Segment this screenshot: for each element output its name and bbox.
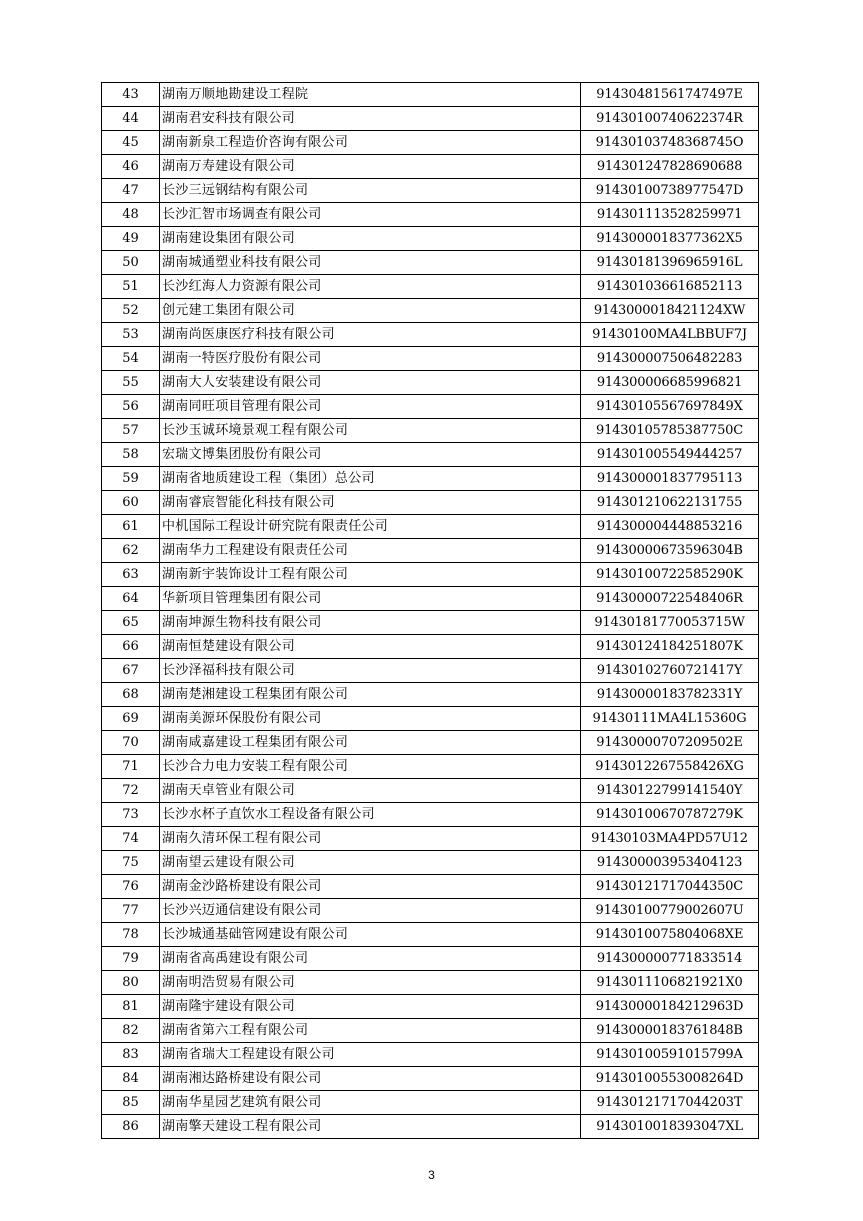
credit-code: 91430121717044350C <box>581 875 759 899</box>
table-row <box>102 83 759 107</box>
table-row <box>102 731 759 755</box>
credit-code: 914300003953404123 <box>581 851 759 875</box>
company-name: 湖南咸嘉建设工程集团有限公司 <box>160 731 581 755</box>
company-name: 长沙城通基础管网建设有限公司 <box>160 923 581 947</box>
table-row <box>102 995 759 1019</box>
row-index: 68 <box>102 683 160 707</box>
table-row <box>102 131 759 155</box>
row-index: 71 <box>102 755 160 779</box>
row-index: 52 <box>102 299 160 323</box>
table-row <box>102 467 759 491</box>
company-name: 湖南君安科技有限公司 <box>160 107 581 131</box>
company-name: 创元建工集团有限公司 <box>160 299 581 323</box>
table-row <box>102 827 759 851</box>
row-index: 47 <box>102 179 160 203</box>
company-name: 湖南省第六工程有限公司 <box>160 1019 581 1043</box>
company-name: 湖南坤源生物科技有限公司 <box>160 611 581 635</box>
row-index: 80 <box>102 971 160 995</box>
company-name: 湖南擎天建设工程有限公司 <box>160 1115 581 1139</box>
credit-code: 91430100591015799A <box>581 1043 759 1067</box>
row-index: 73 <box>102 803 160 827</box>
company-registry-table <box>101 82 759 1139</box>
credit-code: 914301210622131755 <box>581 491 759 515</box>
company-name: 湖南湘达路桥建设有限公司 <box>160 1067 581 1091</box>
credit-code: 914300000771833514 <box>581 947 759 971</box>
page-number: 3 <box>428 1168 435 1182</box>
row-index: 55 <box>102 371 160 395</box>
row-index: 65 <box>102 611 160 635</box>
credit-code: 9143010075804068XE <box>581 923 759 947</box>
credit-code: 91430481561747497E <box>581 83 759 107</box>
row-index: 69 <box>102 707 160 731</box>
credit-code: 91430100MA4LBBUF7J <box>581 323 759 347</box>
credit-code: 9143010018393047XL <box>581 1115 759 1139</box>
table-row <box>102 803 759 827</box>
row-index: 75 <box>102 851 160 875</box>
credit-code: 91430181396965916L <box>581 251 759 275</box>
table-row <box>102 299 759 323</box>
company-name: 湖南明浩贸易有限公司 <box>160 971 581 995</box>
credit-code: 91430102760721417Y <box>581 659 759 683</box>
table-row <box>102 971 759 995</box>
table-row <box>102 227 759 251</box>
company-name: 湖南大人安装建设有限公司 <box>160 371 581 395</box>
company-name: 湖南尚医康医疗科技有限公司 <box>160 323 581 347</box>
row-index: 86 <box>102 1115 160 1139</box>
credit-code: 91430100740622374R <box>581 107 759 131</box>
credit-code: 91430105567697849X <box>581 395 759 419</box>
company-name: 长沙红海人力资源有限公司 <box>160 275 581 299</box>
table-row <box>102 155 759 179</box>
credit-code: 91430000722548406R <box>581 587 759 611</box>
table-row <box>102 419 759 443</box>
credit-code: 91430124184251807K <box>581 635 759 659</box>
row-index: 78 <box>102 923 160 947</box>
credit-code: 91430181770053715W <box>581 611 759 635</box>
row-index: 81 <box>102 995 160 1019</box>
table-row <box>102 875 759 899</box>
table-row <box>102 563 759 587</box>
company-name: 长沙兴迈通信建设有限公司 <box>160 899 581 923</box>
row-index: 83 <box>102 1043 160 1067</box>
credit-code: 91430100670787279K <box>581 803 759 827</box>
credit-code: 91430122799141540Y <box>581 779 759 803</box>
table-row <box>102 1091 759 1115</box>
row-index: 49 <box>102 227 160 251</box>
credit-code: 91430103748368745O <box>581 131 759 155</box>
company-name: 长沙汇智市场调查有限公司 <box>160 203 581 227</box>
table-row <box>102 755 759 779</box>
table-row <box>102 947 759 971</box>
credit-code: 914300007506482283 <box>581 347 759 371</box>
credit-code: 9143012267558426XG <box>581 755 759 779</box>
company-name: 湖南新泉工程造价咨询有限公司 <box>160 131 581 155</box>
row-index: 43 <box>102 83 160 107</box>
company-name: 湖南华力工程建设有限责任公司 <box>160 539 581 563</box>
credit-code: 9143000018421124XW <box>581 299 759 323</box>
row-index: 53 <box>102 323 160 347</box>
row-index: 66 <box>102 635 160 659</box>
company-name: 湖南万顺地勘建设工程院 <box>160 83 581 107</box>
company-name: 宏瑞文博集团股份有限公司 <box>160 443 581 467</box>
company-name: 长沙泽福科技有限公司 <box>160 659 581 683</box>
row-index: 51 <box>102 275 160 299</box>
table-row <box>102 659 759 683</box>
company-name: 湖南城通塑业科技有限公司 <box>160 251 581 275</box>
company-name: 湖南省高禹建设有限公司 <box>160 947 581 971</box>
table-row <box>102 1067 759 1091</box>
company-name: 长沙玉诚环境景观工程有限公司 <box>160 419 581 443</box>
table-row <box>102 515 759 539</box>
company-name: 中机国际工程设计研究院有限责任公司 <box>160 515 581 539</box>
company-name: 湖南久清环保工程有限公司 <box>160 827 581 851</box>
table-row <box>102 587 759 611</box>
row-index: 54 <box>102 347 160 371</box>
row-index: 57 <box>102 419 160 443</box>
table-row <box>102 1115 759 1139</box>
company-name: 湖南天卓管业有限公司 <box>160 779 581 803</box>
company-name: 湖南望云建设有限公司 <box>160 851 581 875</box>
row-index: 70 <box>102 731 160 755</box>
table-row <box>102 683 759 707</box>
credit-code: 91430105785387750C <box>581 419 759 443</box>
row-index: 50 <box>102 251 160 275</box>
row-index: 62 <box>102 539 160 563</box>
company-name: 湖南新宇装饰设计工程有限公司 <box>160 563 581 587</box>
row-index: 44 <box>102 107 160 131</box>
table-row <box>102 395 759 419</box>
row-index: 85 <box>102 1091 160 1115</box>
company-name: 长沙合力电力安装工程有限公司 <box>160 755 581 779</box>
table-row <box>102 1043 759 1067</box>
table-row <box>102 923 759 947</box>
company-name: 湖南省地质建设工程（集团）总公司 <box>160 467 581 491</box>
row-index: 77 <box>102 899 160 923</box>
company-name: 湖南美源环保股份有限公司 <box>160 707 581 731</box>
credit-code: 914301036616852113 <box>581 275 759 299</box>
row-index: 84 <box>102 1067 160 1091</box>
row-index: 46 <box>102 155 160 179</box>
row-index: 59 <box>102 467 160 491</box>
company-name: 湖南一特医疗股份有限公司 <box>160 347 581 371</box>
table-row <box>102 779 759 803</box>
credit-code: 91430000673596304B <box>581 539 759 563</box>
credit-code: 91430121717044203T <box>581 1091 759 1115</box>
table-row <box>102 203 759 227</box>
table-row <box>102 443 759 467</box>
table-body <box>102 83 759 1139</box>
table-row <box>102 491 759 515</box>
company-name: 湖南金沙路桥建设有限公司 <box>160 875 581 899</box>
row-index: 63 <box>102 563 160 587</box>
table-row <box>102 539 759 563</box>
table-row <box>102 851 759 875</box>
table-row <box>102 251 759 275</box>
credit-code: 914300004448853216 <box>581 515 759 539</box>
credit-code: 91430100722585290K <box>581 563 759 587</box>
table-row <box>102 323 759 347</box>
credit-code: 91430000183761848B <box>581 1019 759 1043</box>
table-row <box>102 707 759 731</box>
company-name: 湖南建设集团有限公司 <box>160 227 581 251</box>
credit-code: 91430000184212963D <box>581 995 759 1019</box>
table-row <box>102 371 759 395</box>
company-name: 长沙三远钢结构有限公司 <box>160 179 581 203</box>
credit-code: 9143011106821921X0 <box>581 971 759 995</box>
company-name: 湖南万寿建设有限公司 <box>160 155 581 179</box>
table-row <box>102 275 759 299</box>
company-name: 湖南恒楚建设有限公司 <box>160 635 581 659</box>
credit-code: 914301005549444257 <box>581 443 759 467</box>
row-index: 56 <box>102 395 160 419</box>
company-name: 长沙水杯子直饮水工程设备有限公司 <box>160 803 581 827</box>
credit-code: 91430100738977547D <box>581 179 759 203</box>
row-index: 45 <box>102 131 160 155</box>
row-index: 67 <box>102 659 160 683</box>
row-index: 64 <box>102 587 160 611</box>
company-name: 湖南省瑞大工程建设有限公司 <box>160 1043 581 1067</box>
company-name: 湖南同旺项目管理有限公司 <box>160 395 581 419</box>
row-index: 61 <box>102 515 160 539</box>
row-index: 76 <box>102 875 160 899</box>
row-index: 79 <box>102 947 160 971</box>
row-index: 58 <box>102 443 160 467</box>
credit-code: 91430103MA4PD57U12 <box>581 827 759 851</box>
company-name: 华新项目管理集团有限公司 <box>160 587 581 611</box>
credit-code: 9143000018377362X5 <box>581 227 759 251</box>
credit-code: 914301113528259971 <box>581 203 759 227</box>
row-index: 82 <box>102 1019 160 1043</box>
row-index: 74 <box>102 827 160 851</box>
table-row <box>102 107 759 131</box>
company-name: 湖南楚湘建设工程集团有限公司 <box>160 683 581 707</box>
table-row <box>102 611 759 635</box>
credit-code: 914301247828690688 <box>581 155 759 179</box>
table-row <box>102 179 759 203</box>
row-index: 48 <box>102 203 160 227</box>
table-row <box>102 635 759 659</box>
credit-code: 91430000183782331Y <box>581 683 759 707</box>
credit-code: 91430100779002607U <box>581 899 759 923</box>
credit-code: 91430100553008264D <box>581 1067 759 1091</box>
credit-code: 91430000707209502E <box>581 731 759 755</box>
company-name: 湖南隆宇建设有限公司 <box>160 995 581 1019</box>
table-row <box>102 1019 759 1043</box>
credit-code: 914300001837795113 <box>581 467 759 491</box>
credit-code: 91430111MA4L15360G <box>581 707 759 731</box>
row-index: 72 <box>102 779 160 803</box>
company-name: 湖南华星园艺建筑有限公司 <box>160 1091 581 1115</box>
table-row <box>102 347 759 371</box>
row-index: 60 <box>102 491 160 515</box>
table-row <box>102 899 759 923</box>
company-name: 湖南睿宸智能化科技有限公司 <box>160 491 581 515</box>
credit-code: 914300006685996821 <box>581 371 759 395</box>
